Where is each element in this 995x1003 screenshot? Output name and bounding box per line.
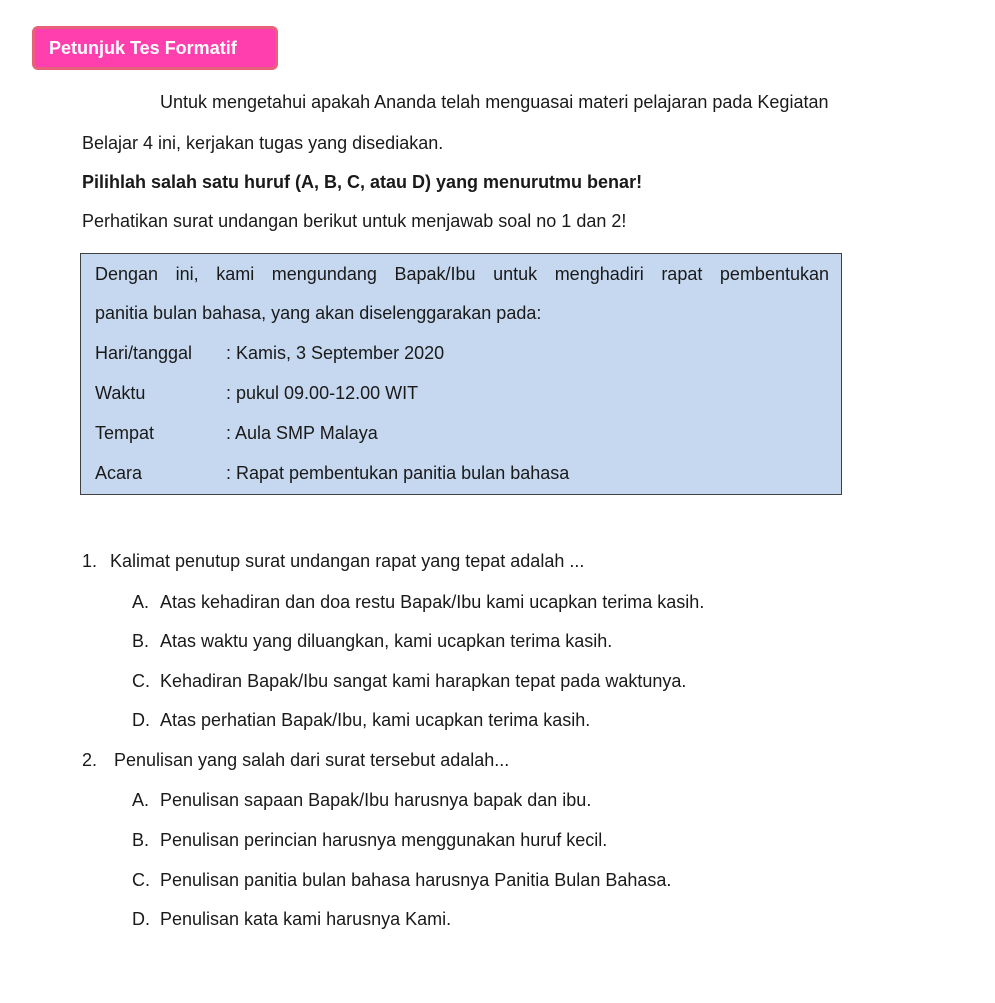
question-1-option-d[interactable] [132,710,590,731]
invitation-letter-box [80,253,842,495]
question-2-option-b[interactable] [132,830,607,851]
option-letter: C. [132,870,150,890]
option-text: Penulisan panitia bulan bahasa harusnya Panitia Bulan Bahasa. [160,870,672,890]
letter-label-time: Waktu [95,383,146,403]
letter-label-place: Tempat [95,423,155,443]
question-2-option-d[interactable] [132,909,451,930]
letter-value-event: : Rapat pembentukan panitia bulan bahasa [226,463,570,483]
option-letter: D. [132,909,150,929]
option-letter: A. [132,592,150,612]
question-number: 2. [82,750,98,770]
question-number: 1. [82,551,98,571]
question-2-option-c[interactable] [132,870,671,891]
letter-note: Perhatikan surat undangan berikut untuk menjawab soal no 1 dan 2! [82,211,627,231]
instruction: Pilihlah salah satu huruf (A, B, C, atau D) yang menurutmu benar! [82,172,643,192]
option-letter: D. [132,710,150,730]
letter-label-event: Acara [95,463,143,483]
question-2 [82,750,509,771]
option-text: Penulisan kata kami harusnya Kami. [160,909,452,929]
section-badge [32,26,278,70]
letter-line-1: Dengan ini, kami mengundang Bapak/Ibu untuk menghadiri rapat pembentukan [95,264,829,284]
question-1-option-b[interactable] [132,631,612,652]
option-letter: B. [132,631,150,651]
letter-line-2: panitia bulan bahasa, yang akan diselenggarakan pada: [95,303,542,323]
letter-value-time: : pukul 09.00-12.00 WIT [226,383,419,403]
section-badge-label: Petunjuk Tes Formatif [49,37,237,58]
intro-line-1: Untuk mengetahui apakah Ananda telah menguasai materi pelajaran pada Kegiatan [160,92,829,112]
option-text: Penulisan perincian harusnya menggunakan huruf kecil. [160,830,608,850]
letter-value-date: : Kamis, 3 September 2020 [226,343,445,363]
option-text: Atas kehadiran dan doa restu Bapak/Ibu kami ucapkan terima kasih. [160,592,705,612]
question-text: Penulisan yang salah dari surat tersebut adalah... [114,750,510,770]
option-text: Atas waktu yang diluangkan, kami ucapkan terima kasih. [160,631,613,651]
question-2-option-a[interactable] [132,790,591,811]
option-text: Kehadiran Bapak/Ibu sangat kami harapkan tepat pada waktunya. [160,671,687,691]
question-text: Kalimat penutup surat undangan rapat yang tepat adalah ... [110,551,585,571]
question-1-option-a[interactable] [132,592,704,613]
option-text: Atas perhatian Bapak/Ibu, kami ucapkan terima kasih. [160,710,591,730]
option-letter: C. [132,671,150,691]
option-letter: A. [132,790,150,810]
question-1-option-c[interactable] [132,671,686,692]
letter-value-place: : Aula SMP Malaya [226,423,378,443]
question-1 [82,551,584,572]
intro-line-2: Belajar 4 ini, kerjakan tugas yang disediakan. [82,133,444,153]
option-letter: B. [132,830,150,850]
letter-label-date: Hari/tanggal [95,343,193,363]
option-text: Penulisan sapaan Bapak/Ibu harusnya bapak dan ibu. [160,790,592,810]
